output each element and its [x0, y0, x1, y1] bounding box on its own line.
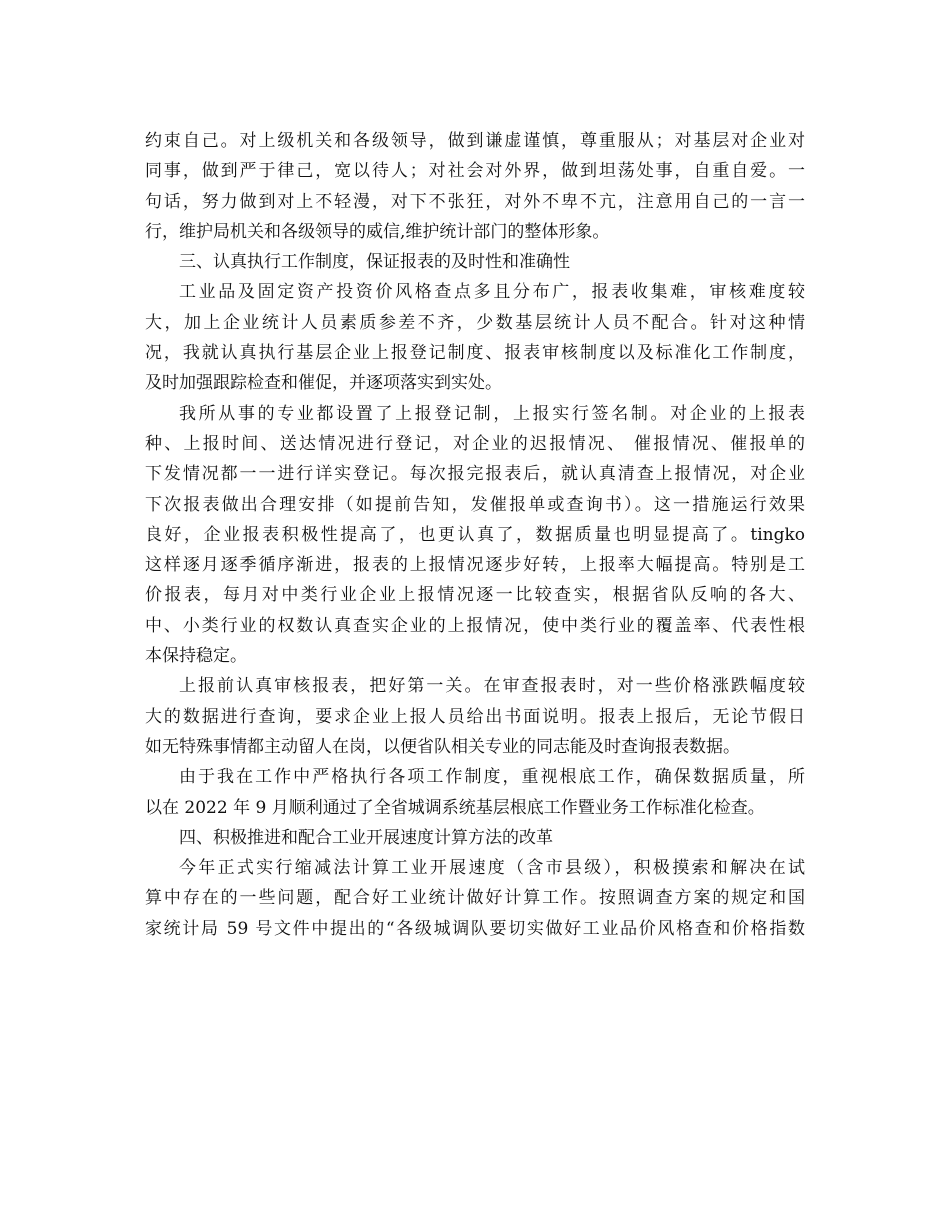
paragraph-line: 本保持稳定。: [145, 646, 247, 667]
paragraph-line: 上报前认真审核报表，把好第一关。在审查报表时，对一些价格涨跌幅度较: [179, 676, 805, 697]
section-heading: 四、积极推进和配合工业开展速度计算方法的改革: [179, 827, 553, 848]
paragraph-line: 我所从事的专业都设置了上报登记制，上报实行签名制。对企业的上报表: [179, 403, 805, 424]
paragraph-line: 如无特殊事情都主动留人在岗，以便省队相关专业的同志能及时查询报表数据。: [145, 736, 740, 757]
paragraph-line: 下次报表做出合理安排（如提前告知，发催报单或查询书）。这一措施运行效果: [145, 494, 805, 515]
paragraph-line: 句话，努力做到对上不轻漫，对下不张狂，对外不卑不亢，注意用自己的一言一: [145, 191, 805, 212]
paragraph-line: 工业品及固定资产投资价风格查点多且分布广，报表收集难，审核难度较: [179, 282, 805, 303]
paragraph-line: 以在 2022 年 9 月顺利通过了全省城调系统基层根底工作暨业务工作标准化检查。: [145, 797, 765, 818]
paragraph-line: 由于我在工作中严格执行各项工作制度，重视根底工作，确保数据质量，所: [179, 767, 805, 788]
paragraph-line: 同事，做到严于律己，宽以待人；对社会对外界，做到坦荡处事，自重自爱。一: [145, 161, 805, 182]
paragraph-line: 今年正式实行缩减法计算工业开展速度（含市县级），积极摸索和解决在试: [179, 858, 805, 879]
paragraph-line: 大，加上企业统计人员素质参差不齐，少数基层统计人员不配合。针对这种情: [145, 312, 805, 333]
paragraph-line: 算中存在的一些问题，配合好工业统计做好计算工作。按照调查方案的规定和国: [145, 888, 805, 909]
paragraph-line: 约束自己。对上级机关和各级领导，做到谦虚谨慎，尊重服从；对基层对企业对: [145, 131, 805, 151]
paragraph-line: 况，我就认真执行基层企业上报登记制度、报表审核制度以及标准化工作制度，: [145, 343, 805, 364]
paragraph-line: 这样逐月逐季循序渐进，报表的上报情况逐步好转，上报率大幅提高。特别是工: [145, 555, 805, 576]
paragraph-line: 价报表，每月对中类行业企业上报情况逐一比较查实，根据省队反响的各大、: [145, 585, 805, 606]
document-body: [145, 126, 805, 944]
paragraph-line: 种、上报时间、送达情况进行登记，对企业的迟报情况、 催报情况、催报单的: [145, 433, 805, 454]
paragraph-line: 大的数据进行查询，要求企业上报人员给出书面说明。报表上报后，无论节假日: [145, 706, 805, 727]
paragraph-line: 中、小类行业的权数认真查实企业的上报情况，使中类行业的覆盖率、代表性根: [145, 615, 805, 636]
paragraph-line: 行，维护局机关和各级领导的威信,维护统计部门的整体形象。: [145, 221, 610, 242]
section-heading: 三、认真执行工作制度，保证报表的及时性和准确性: [179, 252, 570, 273]
paragraph-line: 下发情况都一一进行详实登记。每次报完报表后，就认真清查上报情况，对企业: [145, 464, 805, 485]
paragraph-line: 家统计局 59 号文件中提出的“各级城调队要切实做好工业品价风格查和价格指数: [145, 918, 805, 939]
paragraph-line: 及时加强跟踪检查和催促，并逐项落实到实处。: [145, 373, 502, 394]
paragraph-line: 良好，企业报表积极性提高了，也更认真了，数据质量也明显提高了。tingko: [145, 524, 805, 545]
